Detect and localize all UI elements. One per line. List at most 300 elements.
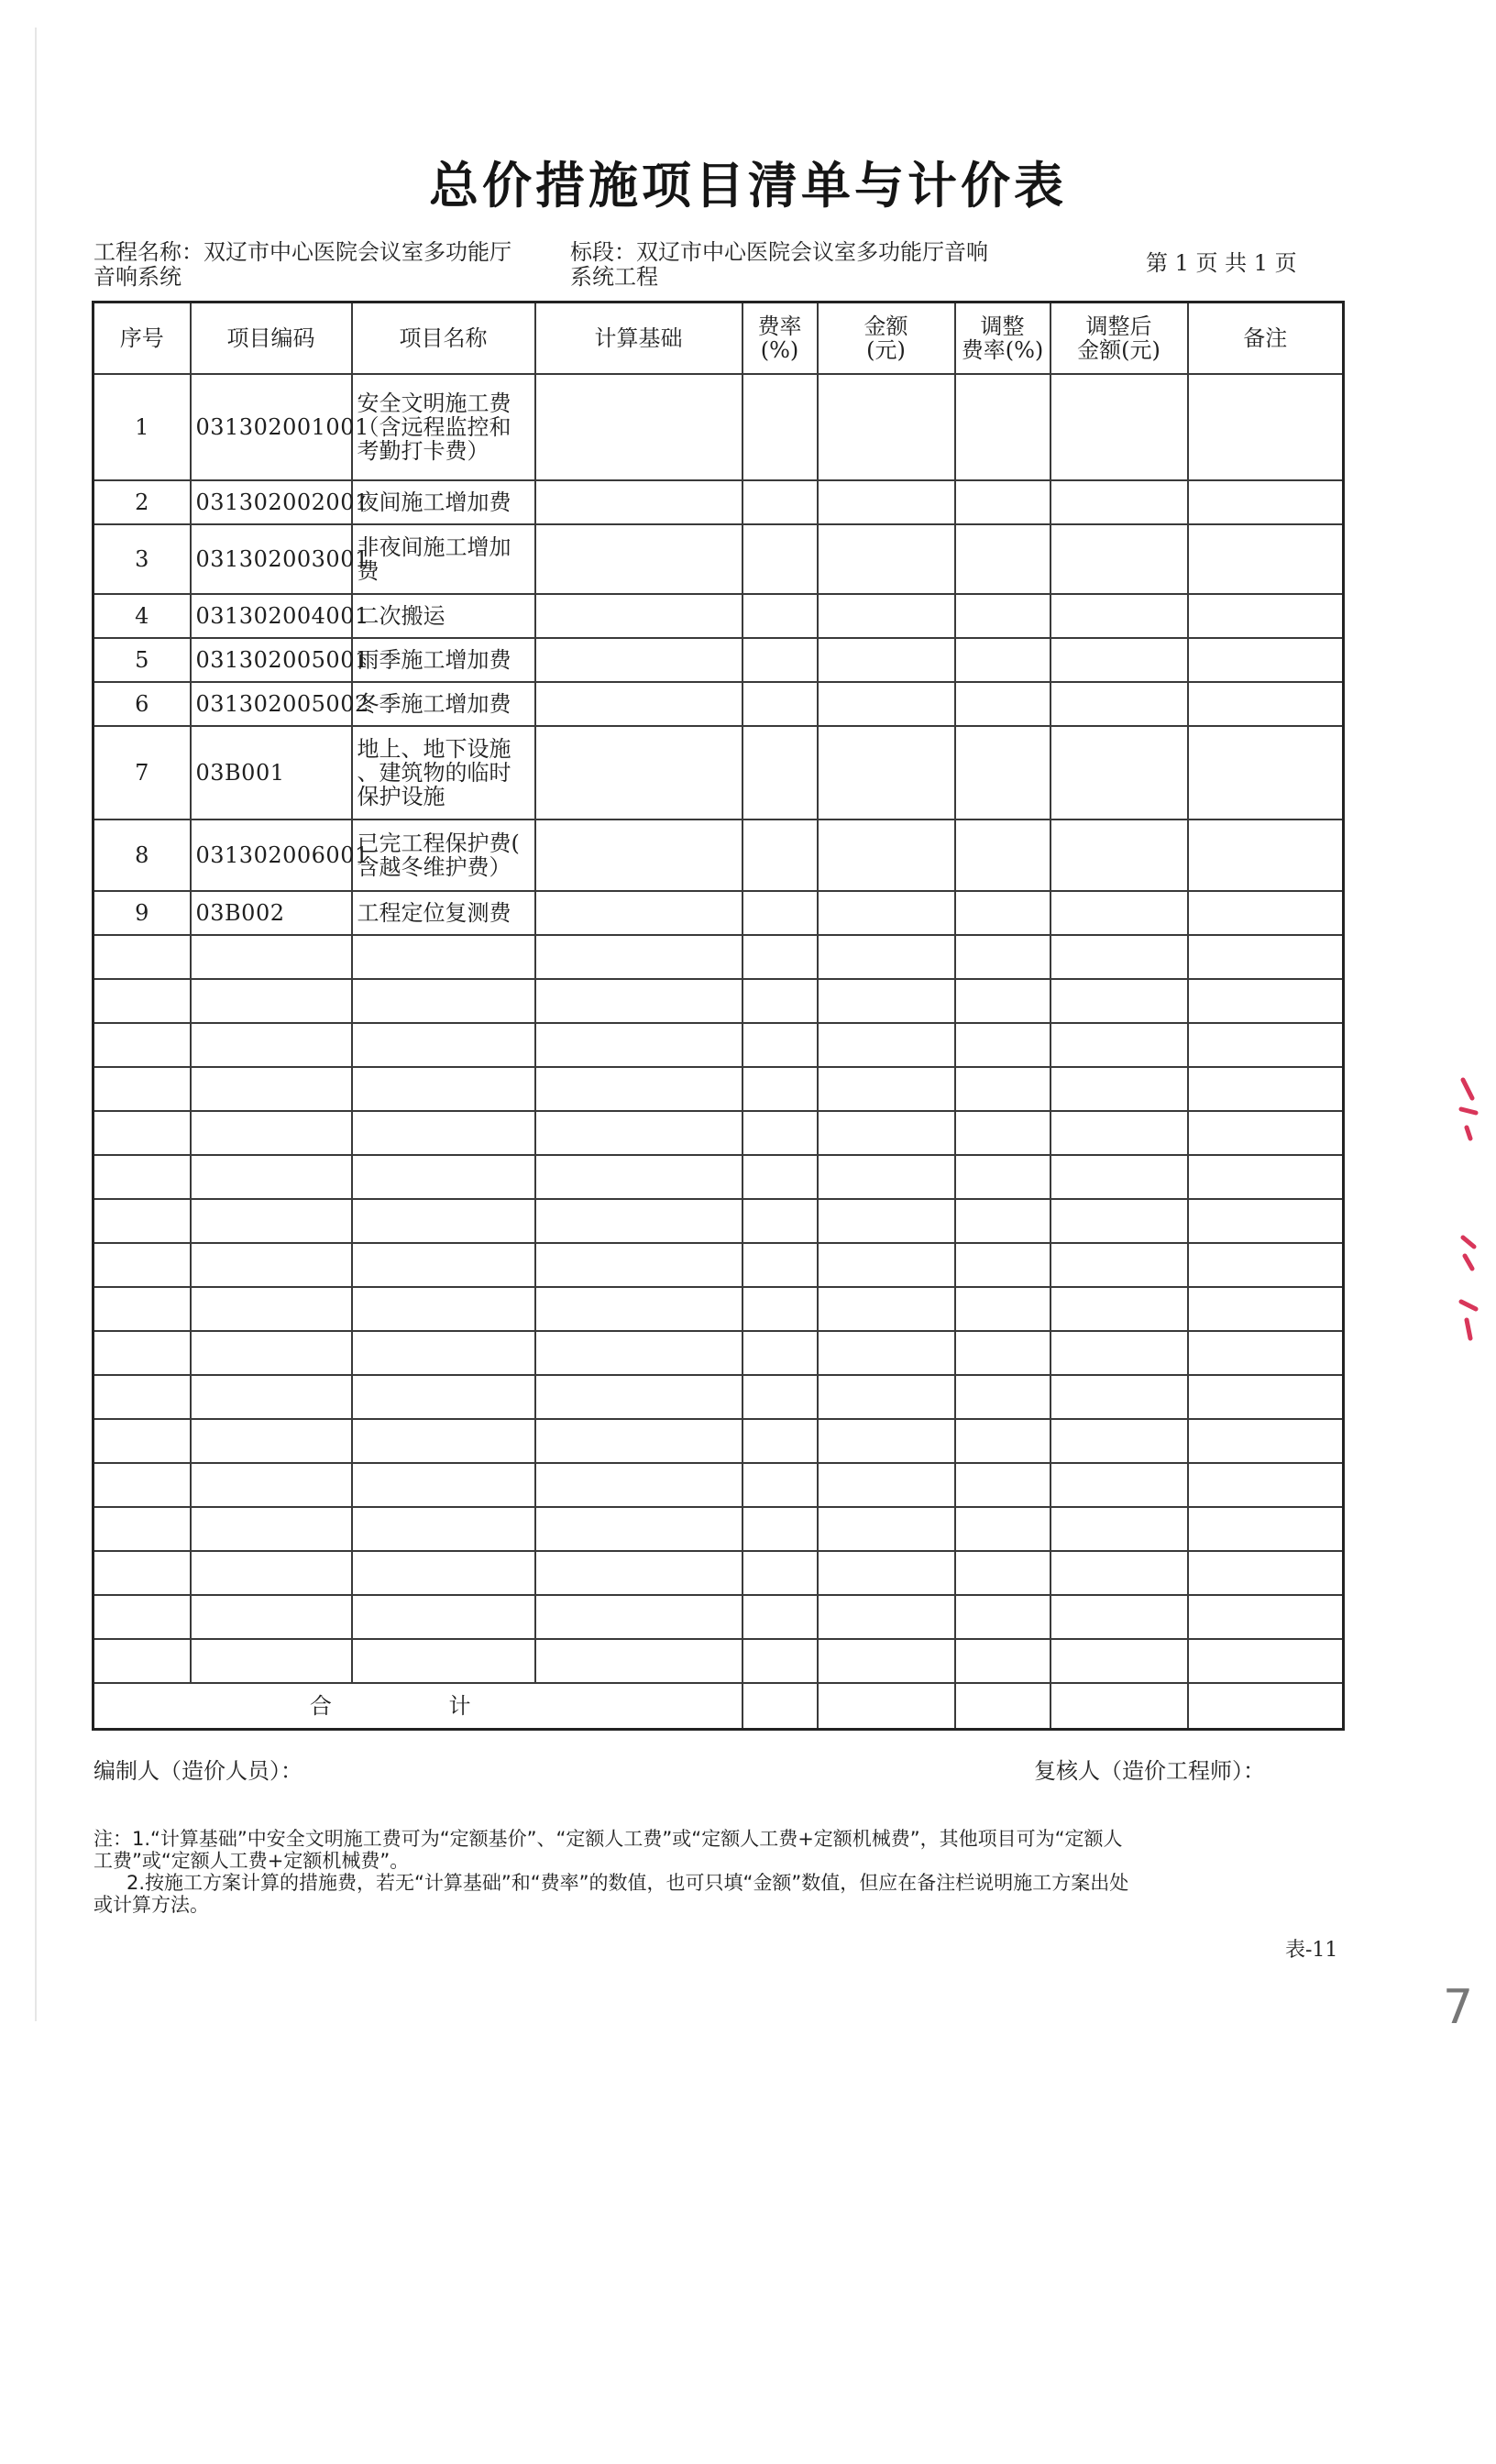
row-seq: 6 bbox=[94, 682, 191, 726]
table-row bbox=[94, 524, 1344, 594]
empty-cell bbox=[191, 1023, 352, 1067]
table-row bbox=[94, 726, 1344, 820]
row-code: 031302004001 bbox=[191, 594, 352, 638]
empty-cell bbox=[191, 1507, 352, 1551]
empty-cell bbox=[955, 1023, 1050, 1067]
empty-cell bbox=[818, 374, 955, 480]
empty-cell bbox=[742, 682, 818, 726]
empty-cell bbox=[191, 979, 352, 1023]
row-name bbox=[352, 891, 535, 935]
empty-cell bbox=[94, 1023, 191, 1067]
empty-row bbox=[94, 1639, 1344, 1683]
total-row bbox=[94, 1683, 1344, 1729]
column-header-line1: 费率 bbox=[757, 314, 802, 339]
column-header-line2: (%) bbox=[760, 337, 799, 363]
empty-cell bbox=[742, 374, 818, 480]
column-header-line1: 计算基础 bbox=[594, 325, 683, 351]
empty-cell bbox=[1050, 1419, 1188, 1463]
empty-cell bbox=[1188, 1551, 1344, 1595]
empty-cell bbox=[818, 1331, 955, 1375]
column-header-line1: 项目编码 bbox=[226, 325, 315, 351]
empty-cell bbox=[535, 979, 742, 1023]
row-name-line: 地上、地下设施 bbox=[357, 736, 512, 762]
row-seq: 9 bbox=[94, 891, 191, 935]
row-name-line: 保护设施 bbox=[357, 784, 446, 809]
table-row bbox=[94, 638, 1344, 682]
empty-cell bbox=[94, 1287, 191, 1331]
empty-cell bbox=[955, 1287, 1050, 1331]
empty-cell bbox=[742, 1155, 818, 1199]
empty-cell bbox=[1188, 1419, 1344, 1463]
empty-cell bbox=[94, 1595, 191, 1639]
empty-cell bbox=[535, 1111, 742, 1155]
empty-cell bbox=[352, 1639, 535, 1683]
empty-cell bbox=[352, 1287, 535, 1331]
scan-edge bbox=[35, 28, 37, 2021]
empty-cell bbox=[742, 1375, 818, 1419]
empty-cell bbox=[535, 374, 742, 480]
empty-cell bbox=[94, 1243, 191, 1287]
empty-cell bbox=[818, 1551, 955, 1595]
row-seq: 8 bbox=[94, 820, 191, 891]
row-code: 03B002 bbox=[191, 891, 352, 935]
empty-cell bbox=[1188, 524, 1344, 594]
empty-cell bbox=[1188, 1111, 1344, 1155]
row-code: 031302005001 bbox=[191, 638, 352, 682]
row-name-line: 非夜间施工增加 bbox=[357, 534, 512, 560]
empty-cell bbox=[1050, 979, 1188, 1023]
total-cell bbox=[818, 1683, 955, 1729]
empty-cell bbox=[955, 979, 1050, 1023]
empty-cell bbox=[818, 1375, 955, 1419]
empty-cell bbox=[191, 1463, 352, 1507]
empty-cell bbox=[94, 1199, 191, 1243]
empty-cell bbox=[1188, 682, 1344, 726]
empty-cell bbox=[955, 682, 1050, 726]
section-name-line1: 标段：双辽市中心医院会议室多功能厅音响 bbox=[570, 239, 988, 265]
row-name bbox=[352, 820, 535, 891]
empty-cell bbox=[1050, 820, 1188, 891]
row-name-line: 二次搬运 bbox=[357, 603, 446, 629]
empty-cell bbox=[955, 1639, 1050, 1683]
row-name bbox=[352, 594, 535, 638]
empty-cell bbox=[742, 1595, 818, 1639]
empty-cell bbox=[1188, 480, 1344, 524]
empty-cell bbox=[818, 1111, 955, 1155]
empty-cell bbox=[818, 935, 955, 979]
row-name bbox=[352, 374, 535, 480]
empty-cell bbox=[818, 638, 955, 682]
empty-row bbox=[94, 1155, 1344, 1199]
project-name-line1: 工程名称：双辽市中心医院会议室多功能厅 bbox=[94, 239, 512, 265]
empty-cell bbox=[742, 726, 818, 820]
empty-cell bbox=[1050, 1375, 1188, 1419]
empty-row bbox=[94, 1111, 1344, 1155]
table-row bbox=[94, 891, 1344, 935]
empty-row bbox=[94, 1243, 1344, 1287]
empty-cell bbox=[352, 1067, 535, 1111]
reviewer-label: 复核人（造价工程师）： bbox=[1034, 1758, 1265, 1784]
total-cell bbox=[1050, 1683, 1188, 1729]
empty-cell bbox=[1050, 1331, 1188, 1375]
column-header-line1: 调整 bbox=[980, 314, 1025, 339]
total-cell bbox=[1188, 1683, 1344, 1729]
row-code: 031302001001 bbox=[191, 374, 352, 480]
empty-cell bbox=[191, 1419, 352, 1463]
empty-cell bbox=[535, 1287, 742, 1331]
empty-cell bbox=[818, 726, 955, 820]
empty-cell bbox=[818, 1463, 955, 1507]
row-name-line: 、建筑物的临时 bbox=[357, 760, 512, 786]
empty-row bbox=[94, 1067, 1344, 1111]
empty-row bbox=[94, 1463, 1344, 1507]
row-name-line: 已完工程保护费( bbox=[357, 830, 520, 856]
row-name-line: 冬季施工增加费 bbox=[357, 691, 512, 717]
empty-cell bbox=[818, 1595, 955, 1639]
row-name bbox=[352, 726, 535, 820]
column-header bbox=[1188, 302, 1344, 375]
empty-cell bbox=[1050, 1243, 1188, 1287]
empty-cell bbox=[1188, 594, 1344, 638]
row-name bbox=[352, 524, 535, 594]
empty-cell bbox=[1050, 1551, 1188, 1595]
empty-cell bbox=[352, 1023, 535, 1067]
empty-cell bbox=[1188, 1375, 1344, 1419]
empty-cell bbox=[742, 1419, 818, 1463]
empty-cell bbox=[94, 979, 191, 1023]
empty-cell bbox=[94, 935, 191, 979]
row-name bbox=[352, 480, 535, 524]
empty-cell bbox=[1050, 1287, 1188, 1331]
row-code: 03B001 bbox=[191, 726, 352, 820]
row-name-line: 考勤打卡费） bbox=[357, 438, 490, 464]
empty-cell bbox=[1188, 638, 1344, 682]
column-header-line2: 金额(元) bbox=[1077, 337, 1160, 363]
table-header-row bbox=[94, 302, 1344, 375]
measures-table bbox=[92, 301, 1345, 1731]
empty-cell bbox=[742, 1639, 818, 1683]
row-name-line: （含远程监控和 bbox=[357, 414, 512, 440]
empty-cell bbox=[535, 1155, 742, 1199]
row-code: 031302002001 bbox=[191, 480, 352, 524]
empty-cell bbox=[955, 1155, 1050, 1199]
section-name-line2: 系统工程 bbox=[570, 264, 658, 290]
empty-cell bbox=[94, 1111, 191, 1155]
empty-cell bbox=[1050, 1507, 1188, 1551]
column-header bbox=[955, 302, 1050, 375]
empty-row bbox=[94, 935, 1344, 979]
empty-cell bbox=[1050, 1155, 1188, 1199]
empty-cell bbox=[742, 1111, 818, 1155]
empty-cell bbox=[535, 1067, 742, 1111]
empty-cell bbox=[535, 1331, 742, 1375]
empty-cell bbox=[1050, 891, 1188, 935]
empty-cell bbox=[742, 1199, 818, 1243]
column-header bbox=[94, 302, 191, 375]
empty-cell bbox=[1050, 374, 1188, 480]
empty-cell bbox=[191, 1243, 352, 1287]
form-number: 表-11 bbox=[1285, 1939, 1338, 1962]
empty-cell bbox=[955, 1375, 1050, 1419]
column-header bbox=[818, 302, 955, 375]
empty-cell bbox=[535, 1243, 742, 1287]
table-row bbox=[94, 480, 1344, 524]
empty-cell bbox=[955, 1067, 1050, 1111]
column-header bbox=[742, 302, 818, 375]
empty-row bbox=[94, 1375, 1344, 1419]
empty-row bbox=[94, 1331, 1344, 1375]
table-row bbox=[94, 374, 1344, 480]
empty-cell bbox=[191, 1155, 352, 1199]
row-name-line: 工程定位复测费 bbox=[357, 900, 512, 926]
empty-cell bbox=[818, 1507, 955, 1551]
empty-cell bbox=[191, 1287, 352, 1331]
empty-cell bbox=[1050, 682, 1188, 726]
empty-cell bbox=[742, 1331, 818, 1375]
row-seq: 4 bbox=[94, 594, 191, 638]
row-name-line: 夜间施工增加费 bbox=[357, 490, 512, 515]
empty-cell bbox=[818, 1199, 955, 1243]
column-header-line2: (元) bbox=[866, 337, 906, 363]
empty-cell bbox=[742, 979, 818, 1023]
empty-cell bbox=[955, 891, 1050, 935]
empty-cell bbox=[1050, 1595, 1188, 1639]
empty-cell bbox=[94, 1155, 191, 1199]
empty-row bbox=[94, 979, 1344, 1023]
empty-cell bbox=[94, 1507, 191, 1551]
empty-cell bbox=[535, 524, 742, 594]
empty-cell bbox=[955, 1199, 1050, 1243]
empty-cell bbox=[535, 1507, 742, 1551]
empty-cell bbox=[818, 1023, 955, 1067]
empty-cell bbox=[742, 891, 818, 935]
table-row bbox=[94, 682, 1344, 726]
empty-cell bbox=[1050, 935, 1188, 979]
empty-cell bbox=[1188, 1155, 1344, 1199]
empty-cell bbox=[535, 1463, 742, 1507]
empty-cell bbox=[94, 1463, 191, 1507]
empty-cell bbox=[818, 480, 955, 524]
empty-cell bbox=[955, 480, 1050, 524]
empty-cell bbox=[352, 1419, 535, 1463]
row-code: 031302003001 bbox=[191, 524, 352, 594]
empty-cell bbox=[535, 594, 742, 638]
empty-cell bbox=[352, 1551, 535, 1595]
empty-cell bbox=[955, 524, 1050, 594]
note-line-2: 工费”或“定额人工费+定额机械费”。 bbox=[94, 1850, 410, 1872]
empty-cell bbox=[535, 1639, 742, 1683]
empty-cell bbox=[818, 594, 955, 638]
table-row bbox=[94, 594, 1344, 638]
empty-cell bbox=[1188, 979, 1344, 1023]
empty-cell bbox=[1188, 1067, 1344, 1111]
row-name-line: 雨季施工增加费 bbox=[357, 647, 512, 673]
empty-cell bbox=[742, 1287, 818, 1331]
column-header-line1: 金额 bbox=[864, 314, 908, 339]
empty-cell bbox=[1050, 1199, 1188, 1243]
empty-cell bbox=[191, 1067, 352, 1111]
empty-cell bbox=[742, 1463, 818, 1507]
row-code: 031302005002 bbox=[191, 682, 352, 726]
notes bbox=[94, 1828, 1349, 1916]
row-name-line: 费 bbox=[357, 558, 380, 584]
page-indicator: 第 1 页 共 1 页 bbox=[1146, 250, 1297, 276]
empty-cell bbox=[352, 1155, 535, 1199]
empty-cell bbox=[535, 726, 742, 820]
section-name bbox=[570, 240, 1028, 290]
empty-cell bbox=[1050, 1463, 1188, 1507]
empty-cell bbox=[742, 1507, 818, 1551]
empty-cell bbox=[742, 820, 818, 891]
empty-cell bbox=[535, 891, 742, 935]
empty-cell bbox=[352, 1595, 535, 1639]
total-cell bbox=[955, 1683, 1050, 1729]
empty-cell bbox=[94, 1067, 191, 1111]
empty-cell bbox=[955, 1331, 1050, 1375]
empty-cell bbox=[1050, 480, 1188, 524]
empty-cell bbox=[1188, 820, 1344, 891]
empty-cell bbox=[1188, 1243, 1344, 1287]
empty-cell bbox=[352, 1111, 535, 1155]
empty-cell bbox=[191, 935, 352, 979]
row-code: 031302006001 bbox=[191, 820, 352, 891]
empty-cell bbox=[955, 374, 1050, 480]
empty-cell bbox=[955, 1419, 1050, 1463]
empty-cell bbox=[535, 682, 742, 726]
empty-row bbox=[94, 1551, 1344, 1595]
empty-cell bbox=[818, 524, 955, 594]
empty-cell bbox=[818, 1067, 955, 1111]
empty-cell bbox=[352, 1375, 535, 1419]
empty-cell bbox=[955, 1463, 1050, 1507]
empty-cell bbox=[352, 979, 535, 1023]
empty-row bbox=[94, 1199, 1344, 1243]
empty-cell bbox=[535, 1595, 742, 1639]
row-name bbox=[352, 638, 535, 682]
empty-cell bbox=[352, 935, 535, 979]
empty-cell bbox=[818, 1243, 955, 1287]
empty-cell bbox=[191, 1375, 352, 1419]
empty-cell bbox=[94, 1639, 191, 1683]
empty-cell bbox=[955, 726, 1050, 820]
empty-row bbox=[94, 1419, 1344, 1463]
empty-cell bbox=[535, 1199, 742, 1243]
empty-cell bbox=[742, 524, 818, 594]
empty-cell bbox=[1050, 1023, 1188, 1067]
column-header bbox=[1050, 302, 1188, 375]
empty-cell bbox=[535, 1375, 742, 1419]
empty-cell bbox=[1188, 1507, 1344, 1551]
row-seq: 2 bbox=[94, 480, 191, 524]
empty-cell bbox=[818, 1287, 955, 1331]
empty-cell bbox=[955, 1551, 1050, 1595]
row-seq: 3 bbox=[94, 524, 191, 594]
empty-cell bbox=[535, 480, 742, 524]
row-seq: 7 bbox=[94, 726, 191, 820]
empty-cell bbox=[535, 935, 742, 979]
column-header-line1: 序号 bbox=[119, 325, 164, 351]
empty-cell bbox=[955, 935, 1050, 979]
empty-cell bbox=[742, 1551, 818, 1595]
empty-cell bbox=[535, 820, 742, 891]
empty-cell bbox=[1188, 1023, 1344, 1067]
empty-cell bbox=[535, 638, 742, 682]
empty-cell bbox=[955, 1507, 1050, 1551]
empty-cell bbox=[352, 1463, 535, 1507]
row-seq: 1 bbox=[94, 374, 191, 480]
empty-cell bbox=[1050, 1639, 1188, 1683]
empty-cell bbox=[191, 1111, 352, 1155]
column-header-line1: 调整后 bbox=[1085, 314, 1152, 339]
note-line-3: 2.按施工方案计算的措施费，若无“计算基础”和“费率”的数值，也可只填“金额”数值，但应在备注栏说明施工方案出处 bbox=[126, 1872, 1129, 1894]
column-header-line2: 费率(%) bbox=[961, 337, 1044, 363]
empty-cell bbox=[955, 1111, 1050, 1155]
note-line-4: 或计算方法。 bbox=[94, 1894, 209, 1916]
empty-cell bbox=[742, 1243, 818, 1287]
empty-cell bbox=[1050, 524, 1188, 594]
empty-cell bbox=[352, 1331, 535, 1375]
preparer-label: 编制人（造价人员）： bbox=[94, 1758, 302, 1784]
empty-cell bbox=[94, 1375, 191, 1419]
empty-cell bbox=[955, 1243, 1050, 1287]
empty-cell bbox=[94, 1551, 191, 1595]
empty-cell bbox=[1050, 726, 1188, 820]
empty-cell bbox=[742, 1067, 818, 1111]
empty-cell bbox=[191, 1551, 352, 1595]
empty-cell bbox=[742, 638, 818, 682]
total-cell bbox=[742, 1683, 818, 1729]
empty-cell bbox=[94, 1331, 191, 1375]
empty-cell bbox=[818, 979, 955, 1023]
empty-cell bbox=[818, 1419, 955, 1463]
empty-cell bbox=[191, 1199, 352, 1243]
empty-cell bbox=[818, 820, 955, 891]
empty-cell bbox=[191, 1595, 352, 1639]
empty-cell bbox=[94, 1419, 191, 1463]
empty-cell bbox=[955, 1595, 1050, 1639]
note-line-1: 注：1.“计算基础”中安全文明施工费可为“定额基价”、“定额人工费”或“定额人工费+定额机械费”，其他项目可为“定额人 bbox=[94, 1828, 1123, 1850]
empty-cell bbox=[818, 1639, 955, 1683]
empty-cell bbox=[352, 1199, 535, 1243]
page-title: 总价措施项目清单与计价表 bbox=[429, 156, 1067, 214]
table-body bbox=[94, 374, 1344, 1729]
table-row bbox=[94, 820, 1344, 891]
empty-cell bbox=[1188, 1331, 1344, 1375]
handwritten-page-mark: 7 bbox=[1443, 1980, 1474, 2035]
column-header-line1: 备注 bbox=[1243, 325, 1288, 351]
empty-row bbox=[94, 1595, 1344, 1639]
empty-cell bbox=[1188, 1287, 1344, 1331]
empty-row bbox=[94, 1287, 1344, 1331]
empty-cell bbox=[535, 1551, 742, 1595]
empty-cell bbox=[1188, 1463, 1344, 1507]
row-name bbox=[352, 682, 535, 726]
column-header-line1: 项目名称 bbox=[399, 325, 488, 351]
empty-cell bbox=[955, 638, 1050, 682]
column-header bbox=[352, 302, 535, 375]
empty-cell bbox=[352, 1507, 535, 1551]
project-name bbox=[94, 240, 552, 290]
empty-row bbox=[94, 1507, 1344, 1551]
empty-cell bbox=[1188, 726, 1344, 820]
empty-cell bbox=[191, 1639, 352, 1683]
empty-cell bbox=[818, 891, 955, 935]
empty-row bbox=[94, 1023, 1344, 1067]
column-header bbox=[535, 302, 742, 375]
empty-cell bbox=[535, 1023, 742, 1067]
column-header bbox=[191, 302, 352, 375]
empty-cell bbox=[1050, 1067, 1188, 1111]
